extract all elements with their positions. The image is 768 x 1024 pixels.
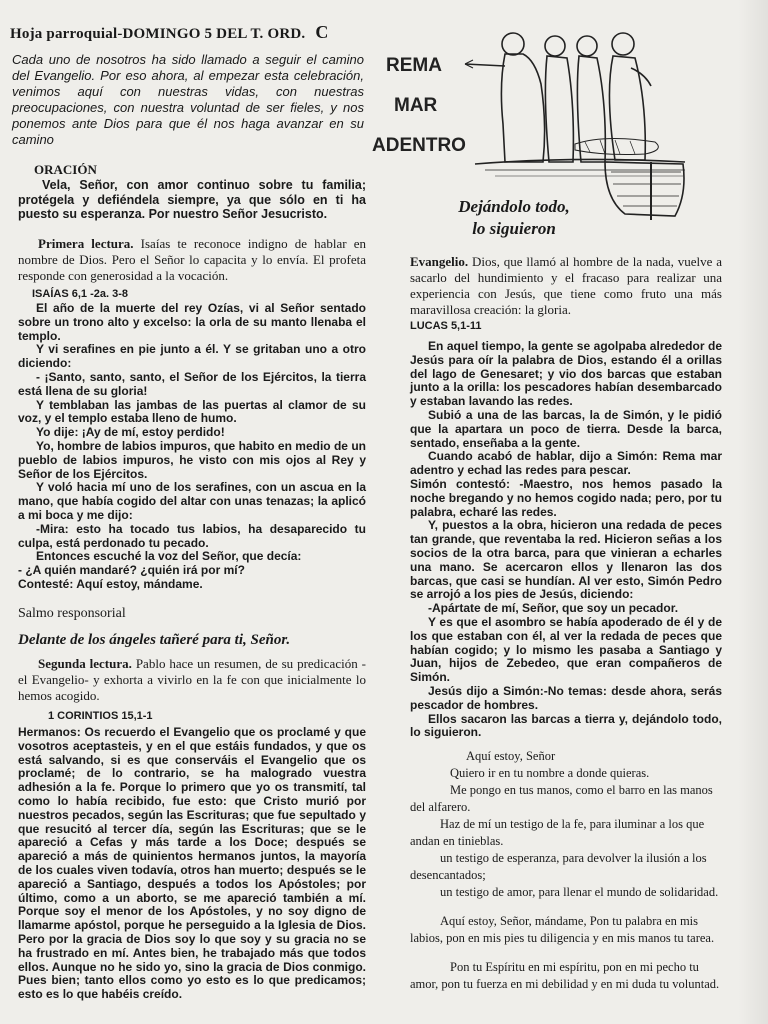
reading-line: Y vi serafines en pie junto a él. Y se gritaban uno a otro diciendo:: [18, 342, 366, 371]
reading-line: Cuando acabó de hablar, dijo a Simón: Rema mar adentro y echad las redes para pescar.: [410, 449, 722, 478]
reading-line: Y voló hacia mí uno de los serafines, con un ascua en la mano, que había cogido del altar con unas tenazas; la aplicó a mi boca y me dijo:: [18, 480, 366, 522]
song-line: Aquí estoy, Señor, mándame, Pon tu palabra en mis labios, pon en mis pies tu diligencia y en mis manos tu tarea.: [410, 914, 715, 946]
evangelio-section: [410, 254, 722, 993]
salmo-label: Salmo responsorial: [18, 606, 126, 621]
reading-line: El año de la muerte del rey Ozías, vi al Señor sentado sobre un trono alto y excelso: la orla de su manto llenaba el templo.: [18, 301, 366, 343]
song-line: Haz de mí un testigo de la fe, para iluminar a los que andan en tinieblas.: [410, 817, 705, 849]
song-line: Quiero ir en tu nombre a donde quieras.: [450, 766, 650, 781]
segunda-lectura-summary: Pablo hace un resumen, de su predicación -el Evangelio- y exhorta a vivirlo en la fe con que inicialmente lo hemos acogido.: [18, 656, 366, 703]
oracion-text: Vela, Señor, con amor continuo sobre tu familia; protégela y defiéndela siempre, ya que sólo en ti ha puesto su esperanza. Por nuestro Señor Jesucristo.: [18, 178, 366, 221]
reading-line: - ¡Santo, santo, santo, el Señor de los Ejércitos, la tierra está llena de su gloria!: [18, 369, 366, 398]
reading-line: Entonces escuché la voz del Señor, que decía:: [36, 549, 302, 564]
song-line: un testigo de amor, para llenar el mundo de solidaridad.: [440, 885, 719, 900]
song-line: Pon tu Espíritu en mi espíritu, pon en mi pecho tu amor, pon tu fuerza en mi debilidad y en mi duda tu voluntad.: [410, 960, 720, 992]
reading-line: Simón contestó: -Maestro, nos hemos pasado la noche bregando y no hemos cogido nada; pero, por tu palabra, echaré las redes.: [410, 476, 722, 519]
title-word-2: MAR: [394, 95, 438, 116]
reading-line: Contesté: Aquí estoy, mándame.: [18, 576, 203, 591]
illustration-caption: [434, 196, 594, 240]
reading-line: Yo, hombre de labios impuros, que habito en medio de un pueblo de labios impuros, he visto con mis ojos al Rey y Señor de los Ejércitos.: [18, 438, 366, 481]
reading-line: Jesús dijo a Simón:-No temas: desde ahora, serás pescador de hombres.: [410, 683, 722, 712]
evangelio-summary: Dios, que llamó al hombre de la nada, vuelve a sacarlo del hundimiento y el fracaso para realizar una experiencia con Jesús, que tiene como fruto una más maravillosa creación: la gloria.: [410, 254, 722, 317]
evangelio-text: [410, 340, 722, 740]
page-edge-shadow: [738, 0, 768, 1024]
title-word-1: REMA: [386, 55, 442, 76]
primera-lectura-section: [18, 236, 366, 592]
primera-lectura-intro: [18, 236, 366, 284]
reading-line: Y temblaban las jambas de las puertas al clamor de su voz, y el templo estaba lleno de humo.: [18, 397, 366, 426]
caption-line-2: lo siguieron: [472, 219, 556, 238]
primera-lectura-summary: Isaías te reconoce indigno de hablar en nombre de Dios. Pero el Señor lo capacita y lo envía. El profeta responde con generosidad a la vocación.: [18, 236, 366, 283]
segunda-lectura-text: Hermanos: Os recuerdo el Evangelio que os proclamé y que vosotros aceptasteis, y en el que estáis fundados, y que os está salvando, si es que conserváis el Evangelio que os proclamé; de lo contrario, se ha malogrado vuestra adhesión a la fe. Porque lo primero que yo os transmití, tal como lo había recibido, fue esto: que Cristo murió por nuestros pecados, según las Escrituras; que fue sepultado y que resucitó al tercer día, según las Escrituras; que se le apareció a Cefas y más tarde a los Doce; después se apareció a más de quinientos hermanos juntos, la mayoría de los cuales viven todavía, otros han muerto; después se le apareció a Santiago, después a todos los Apóstoles; por último, como a un aborto, se me apareció también a mí. Porque soy el menor de los Apóstoles, y no soy digno de llamarme apóstol, porque he perseguido a la Iglesia de Dios. Pero por la gracia de Dios soy lo que soy y su gracia no se ha frustrado en mí. Antes bien, he trabajado más que todos ellos. Aunque no he sido yo, sino la gracia de Dios conmigo. Pues bien; tanto ellos como yo esto es lo que predicamos; esto es lo que habéis creído.: [18, 725, 366, 1002]
segunda-lectura-ref: 1 CORINTIOS 15,1-1: [48, 710, 153, 722]
primera-lectura-ref: ISAÍAS 6,1 -2a. 3-8: [32, 288, 128, 300]
evangelio-lead: Evangelio.: [410, 254, 469, 269]
reading-line: Yo dije: ¡Ay de mí, estoy perdido!: [36, 425, 225, 440]
song-aqui-estoy: [410, 748, 722, 993]
song-line: Aquí estoy, Señor: [466, 749, 556, 764]
page-header: [10, 22, 390, 43]
reading-line: Subió a una de las barcas, la de Simón, y le pidió que la apartara un poco de tierra. Desde la barca, sentado, enseñaba a la gente.: [410, 407, 722, 450]
segunda-lectura-section: [18, 656, 366, 1002]
oracion-heading: ORACIÓN: [34, 162, 97, 177]
header-title: Hoja parroquial-DOMINGO 5 DEL T. ORD.: [10, 26, 306, 42]
evangelio-intro: [410, 254, 722, 318]
reading-line: Y, puestos a la obra, hicieron una redada de peces tan grande, que reventaba la red. Hicieron señas a los socios de la otra barca, para que vinieran a echarles una mano. Se acercaron ellos y llenaron las dos barcas, que casi se hundían. Al ver esto, Simón Pedro se arrojó a los pies de Jesús, diciendo:: [410, 518, 722, 602]
song-line: Me pongo en tus manos, como el barro en las manos del alfarero.: [410, 783, 713, 815]
segunda-lectura-lead: Segunda lectura.: [38, 656, 132, 671]
reading-line: Y es que el asombro se había apoderado de él y de los que estaban con él, al ver la redada de peces que habían cogido; y lo mismo les pasaba a Santiago y Juan, hijos de Zebedeo, que eran compañeros de Simón.: [410, 614, 722, 685]
title-word-3: ADENTRO: [372, 135, 466, 156]
caption-line-1: Dejándolo todo,: [458, 197, 570, 216]
primera-lectura-lead: Primera lectura.: [38, 236, 134, 251]
reading-line: -Apártate de mí, Señor, que soy un pecador.: [428, 601, 679, 616]
song-line: un testigo de esperanza, para devolver la ilusión a los desencantados;: [410, 851, 707, 883]
reading-line: En aquel tiempo, la gente se agolpaba alrededor de Jesús para oír la palabra de Dios, estando él a orillas del lago de Genesaret; y vio dos barcas que estaban junto a la orilla: los pescadores habían desembarcado y estaban lavando las redes.: [410, 339, 722, 409]
reading-line: -Mira: esto ha tocado tus labios, ha desaparecido tu culpa, está perdonado tu pecado.: [18, 521, 366, 550]
reading-line: - ¿A quién mandaré? ¿quién irá por mí?: [18, 563, 245, 578]
salmo-title: Delante de los ángeles tañeré para ti, Señor.: [18, 632, 291, 648]
intro-paragraph: Cada uno de nosotros ha sido llamado a seguir el camino del Evangelio. Por eso ahora, al empezar esta celebración, venimos aquí con nuestras vidas, con nuestras preocupaciones, con nuestra voluntad de ser fieles, y nos ponemos ante Dios para que él nos haga avanzar en su camino: [12, 52, 364, 147]
segunda-lectura-intro: [18, 656, 366, 704]
evangelio-ref: LUCAS 5,1-11: [410, 320, 482, 332]
liturgical-cycle: C: [315, 22, 329, 42]
reading-line: Ellos sacaron las barcas a tierra y, dejándolo todo, lo siguieron.: [410, 711, 722, 740]
primera-lectura-text: [18, 302, 366, 592]
